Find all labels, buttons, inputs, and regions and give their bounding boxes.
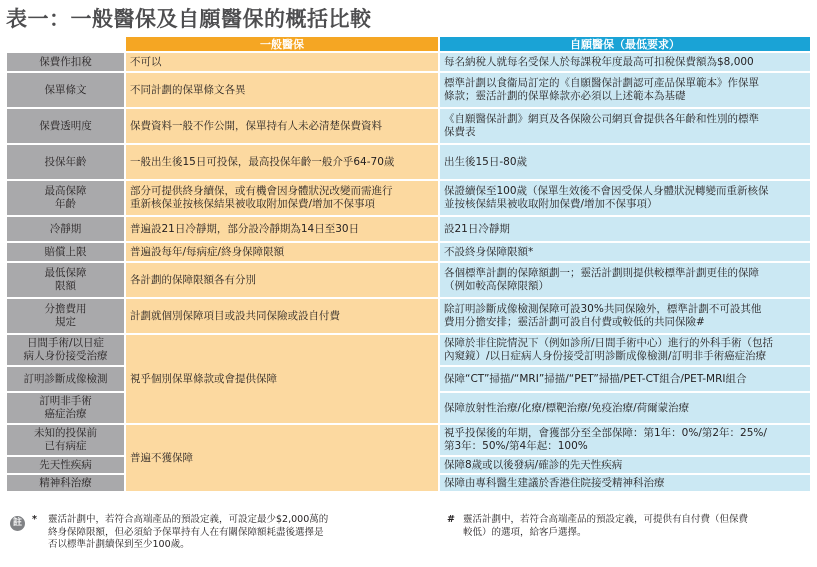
vhis-cell: 除訂明診斷成像檢測保障可設30%共同保險外，標準計劃不可設其他 費用分擔安排；靈活計劃可設自付費或較低的共同保險# (438, 299, 810, 335)
row-label: 保費透明度 (7, 109, 124, 145)
header-general-plan: 一般醫保 (124, 37, 438, 53)
general-cell: 普遍不獲保障 (124, 425, 438, 493)
general-cell: 計劃就個別保障項目或設共同保險或設自付費 (124, 299, 438, 335)
vhis-cell: 每名納稅人就每名受保人於每課稅年度最高可扣稅保費額為$8,000 (438, 53, 810, 73)
row-label: 賠償上限 (7, 243, 124, 263)
row-label: 日間手術/以日症 病人身份接受治療 (7, 335, 124, 367)
general-cell: 保費資料一般不作公開，保單持有人未必清楚保費資料 (124, 109, 438, 145)
row-label: 保單條文 (7, 73, 124, 109)
note-icon: 註 (10, 516, 25, 531)
row-label: 先天性疾病 (7, 457, 124, 475)
table-row (7, 425, 810, 457)
table-header-row (7, 37, 810, 53)
table-row (7, 145, 810, 181)
vhis-cell: 設21日冷靜期 (438, 217, 810, 243)
vhis-cell: 保障由專科醫生建議於香港住院接受精神科治療 (438, 475, 810, 493)
row-label: 分擔費用 規定 (7, 299, 124, 335)
vhis-cell: 標準計劃以食衞局訂定的《自願醫保計劃認可產品保單範本》作保單 條款；靈活計劃的保單條款亦必須以上述範本為基礎 (438, 73, 810, 109)
row-label: 最高保障 年齡 (7, 181, 124, 217)
row-label: 精神科治療 (7, 475, 124, 493)
general-cell: 不可以 (124, 53, 438, 73)
notes-section (10, 514, 810, 562)
table-row (7, 335, 810, 367)
table-row (7, 217, 810, 243)
vhis-cell: 各個標準計劃的保障額劃一；靈活計劃則提供較標準計劃更佳的保障 （例如較高保障限額） (438, 263, 810, 299)
general-cell: 部分可提供終身續保，或有機會因身體狀況改變而需進行 重新核保並按核保結果被收取附加保費/增加不保事項 (124, 181, 438, 217)
row-label: 投保年齡 (7, 145, 124, 181)
general-cell: 普遍設每年/每病症/終身保障限額 (124, 243, 438, 263)
table-row (7, 299, 810, 335)
table-row (7, 181, 810, 217)
table-row (7, 109, 810, 145)
vhis-cell: 視乎投保後的年期，會獲部分至全部保障：第1年：0%/第2年：25%/ 第3年：50%/第4年起：100% (438, 425, 810, 457)
vhis-cell: 保障8歲或以後發病/確診的先天性疾病 (438, 457, 810, 475)
table-row (7, 243, 810, 263)
hash-mark: # (447, 514, 455, 525)
note-hash-text: 靈活計劃中，若符合高端產品的預設定義，可提供有自付費（但保費 較低）的選項，給客戶選擇。 (463, 514, 749, 538)
vhis-cell: 《自願醫保計劃》網頁及各保險公司網頁會提供各年齡和性別的標準 保費表 (438, 109, 810, 145)
row-label: 訂明非手術 癌症治療 (7, 393, 124, 425)
note-asterisk-text: 靈活計劃中，若符合高端產品的預設定義，可設定最少$2,000萬的 終身保障限額，但必須給予保單持有人在有關保障額耗盡後選擇是 否以標準計劃續保到至少100歲。 (48, 514, 329, 550)
table-row (7, 73, 810, 109)
vhis-cell: 出生後15日-80歲 (438, 145, 810, 181)
vhis-cell: 保障於非住院情況下（例如診所/日間手術中心）進行的外科手術（包括 內窺鏡）/以日症病人身份接受訂明診斷成像檢測/訂明非手術癌症治療 (438, 335, 810, 367)
row-label: 訂明診斷成像檢測 (7, 367, 124, 393)
comparison-table (7, 37, 810, 493)
asterisk-mark: * (32, 514, 37, 525)
general-cell: 一般出生後15日可投保，最高投保年齡一般介乎64-70歲 (124, 145, 438, 181)
table-row (7, 53, 810, 73)
general-cell: 普遍設21日冷靜期，部分設冷靜期為14日至30日 (124, 217, 438, 243)
header-label-column (7, 37, 124, 53)
row-label: 未知的投保前 已有病症 (7, 425, 124, 457)
table-row (7, 263, 810, 299)
general-cell: 各計劃的保障限額各有分別 (124, 263, 438, 299)
row-label: 保費作扣稅 (7, 53, 124, 73)
row-label: 最低保障 限額 (7, 263, 124, 299)
general-cell: 視乎個別保單條款或會提供保障 (124, 335, 438, 425)
vhis-cell: 不設終身保障限額* (438, 243, 810, 263)
note-asterisk (32, 514, 392, 552)
general-cell: 不同計劃的保單條文各異 (124, 73, 438, 109)
page-title: 表一：一般醫保及自願醫保的概括比較 (6, 7, 372, 31)
vhis-cell: 保障“CT”掃描/“MRI”掃描/“PET”掃描/PET-CT組合/PET-MRI組合 (438, 367, 810, 393)
row-label: 冷靜期 (7, 217, 124, 243)
vhis-cell: 保證續保至100歲（保單生效後不會因受保人身體狀況轉變而重新核保 並按核保結果被收取附加保費/增加不保事項） (438, 181, 810, 217)
vhis-cell: 保障放射性治療/化療/標靶治療/免疫治療/荷爾蒙治療 (438, 393, 810, 425)
header-vhis-plan: 自願醫保（最低要求） (438, 37, 810, 53)
note-hash (447, 514, 807, 539)
